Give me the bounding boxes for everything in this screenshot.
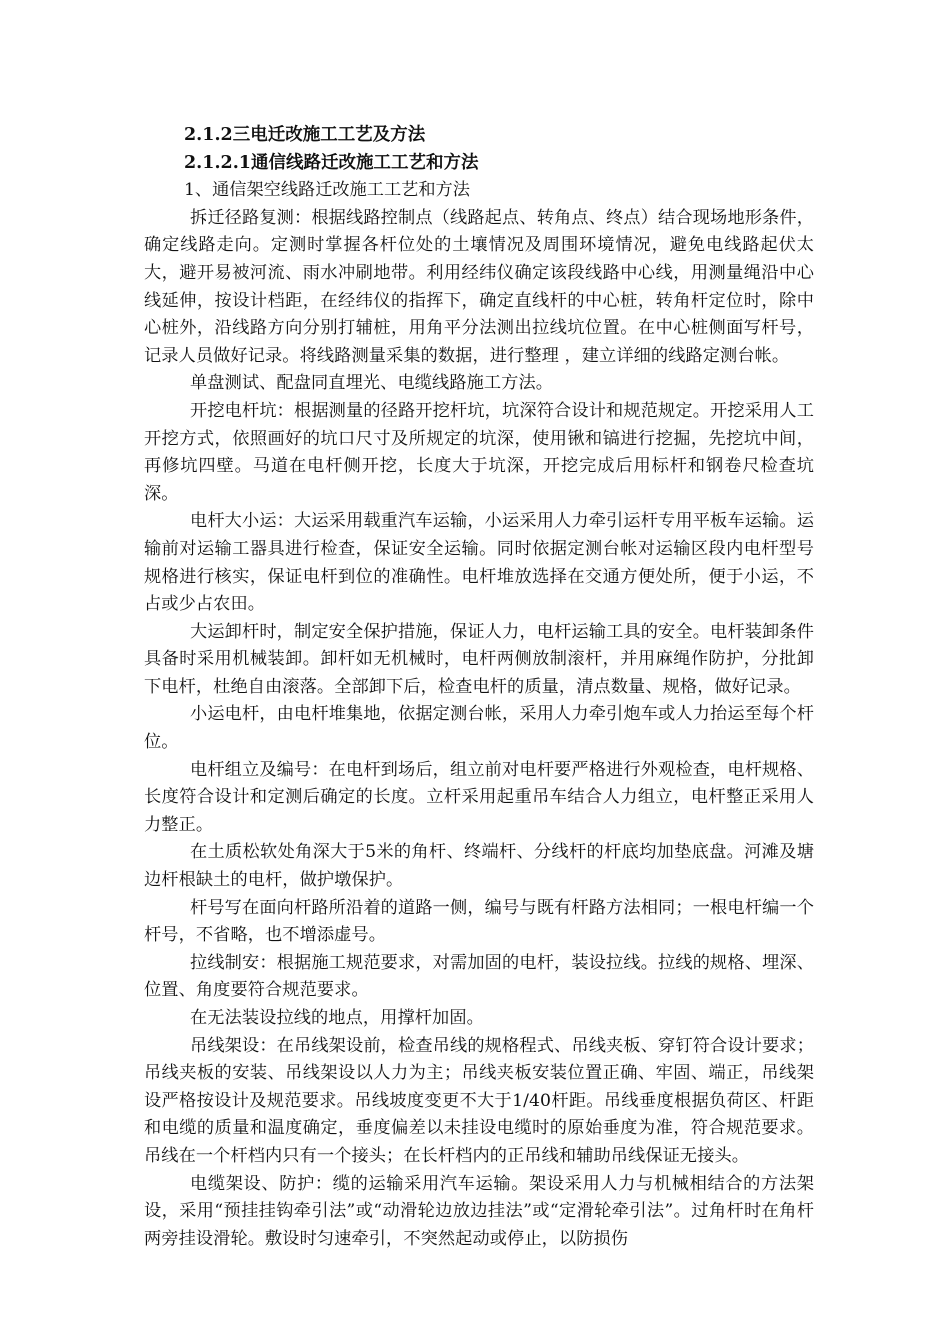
paragraph-single-reel-test: 单盘测试、配盘同直埋光、电缆线路施工方法。	[190, 373, 554, 394]
paragraph-pole-erection: 电杆组立及编号：在电杆到场后，组立前对电杆要严格进行外观检查，电杆规格、长度符合设计和定测后确定的长度。立杆采用起重吊车结合人力组立，电杆整正采用人力整正。	[144, 759, 814, 835]
paragraph-pole-transport: 电杆大小运：大运采用载重汽车运输，小运采用人力牵引运杆专用平板车运输。运输前对运输工器具进行检查，保证安全运输。同时依据定测台帐对运输区段内电杆型号规格进行核实，保证电杆到位的准确性。电杆堆放选择在交通方便处所，便于小运，不占或少占农田。	[144, 511, 814, 615]
paragraph-unloading: 大运卸杆时，制定安全保护措施，保证人力，电杆运输工具的安全。电杆装卸条件具备时采用机械装卸。卸杆如无机械时，电杆两侧放制滚杆，并用麻绳作防护，分批卸下电杆，杜绝自由滚落。全部卸下后，检查电杆的质量，清点数量、规格，做好记录。	[144, 621, 814, 697]
paragraph-small-transport: 小运电杆，由电杆堆集地，依据定测台帐，采用人力牵引炮车或人力抬运至每个杆位。	[144, 704, 814, 753]
subsection-heading: 2.1.2.1通信线路迁改施工工艺和方法	[184, 152, 479, 173]
section-heading: 2.1.2三电迁改施工工艺及方法	[184, 125, 426, 145]
paragraph-cable-installation: 电缆架设、防护：缆的运输采用汽车运输。架设采用人力与机械相结合的方法架设，采用“预挂挂钩牵引法”或“动滑轮边放边挂法”或“定滑轮牵引法”。过角杆时在角杆两旁挂设滑轮。敷设时匀速牵引，不突然起动或停止，以防损伤	[144, 1173, 814, 1249]
document-body	[144, 122, 814, 1253]
paragraph-messenger-wire: 吊线架设：在吊线架设前，检查吊线的规格程式、吊线夹板、穿钉符合设计要求；吊线夹板的安装、吊线架设以人力为主；吊线夹板安装位置正确、牢固、端正，吊线架设严格按设计及规范要求。吊线坡度变更不大于1/40杆距。吊线垂度根据负荷区、杆距和电缆的质量和温度确定，垂度偏差以未挂设电缆时的原始垂度为准，符合规范要求。吊线在一个杆档内只有一个接头；在长杆档内的正吊线和辅助吊线保证无接头。	[144, 1035, 814, 1166]
paragraph-strut: 在无法装设拉线的地点，用撑杆加固。	[190, 1008, 484, 1028]
item-heading: 1、通信架空线路迁改施工工艺和方法	[184, 180, 470, 201]
paragraph-route-survey: 拆迁径路复测：根据线路控制点（线路起点、转角点、终点）结合现场地形条件，确定线路走向。定测时掌握各杆位处的土壤情况及周围环境情况，避免电线路起伏太大，避开易被河流、雨水冲刷地带。利用经纬仪确定该段线路中心线，用测量绳沿中心线延伸，按设计档距，在经纬仪的指挥下，确定直线杆的中心桩，转角杆定位时，除中心桩外，沿线路方向分别打辅桩，用角平分法测出拉线坑位置。在中心桩侧面写杆号，记录人员做好记录。将线路测量采集的数据，进行整理 ，建立详细的线路定测台帐。	[144, 207, 814, 366]
paragraph-base-plate: 在土质松软处角深大于5米的角杆、终端杆、分线杆的杆底均加垫底盘。河滩及塘边杆根缺土的电杆，做护墩保护。	[144, 842, 814, 891]
paragraph-pit-excavation: 开挖电杆坑：根据测量的径路开挖杆坑，坑深符合设计和规范规定。开挖采用人工开挖方式，依照画好的坑口尺寸及所规定的坑深，使用锹和镐进行挖掘，先挖坑中间，再修坑四壁。马道在电杆侧开挖，长度大于坑深，开挖完成后用标杆和钢卷尺检查坑深。	[144, 400, 814, 504]
paragraph-guy-wire: 拉线制安：根据施工规范要求，对需加固的电杆，装设拉线。拉线的规格、埋深、位置、角度要符合规范要求。	[144, 952, 814, 1001]
paragraph-pole-numbering: 杆号写在面向杆路所沿着的道路一侧，编号与既有杆路方法相同；一根电杆编一个杆号，不省略，也不增添虚号。	[144, 897, 814, 946]
